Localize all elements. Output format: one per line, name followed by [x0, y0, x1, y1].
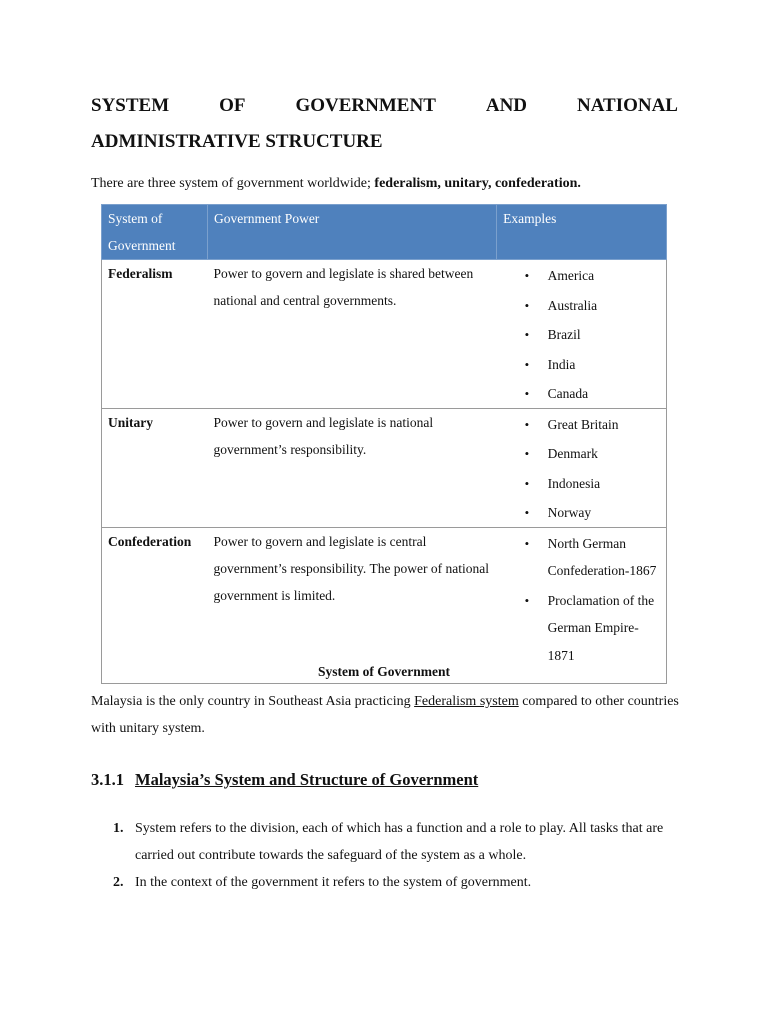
numbered-list: [91, 815, 691, 896]
system-name: Unitary: [102, 408, 208, 527]
section-title: Malaysia’s System and Structure of Government: [135, 770, 479, 789]
title-word: GOVERNMENT: [295, 95, 436, 116]
list-item: • Proclamation of the German Empire-1871: [548, 587, 660, 670]
table-header-row: [102, 205, 667, 260]
list-item: [91, 815, 691, 869]
government-power: Power to govern and legislate is central government’s responsibility. The power of national government is limited.: [207, 527, 496, 683]
federalism-system-underlined: Federalism system: [414, 694, 519, 709]
title-word: SYSTEM: [91, 95, 170, 116]
government-power: Power to govern and legislate is national government’s responsibility.: [207, 408, 496, 527]
document-title: [91, 88, 678, 160]
government-power: Power to govern and legislate is shared between national and central governments.: [207, 260, 496, 409]
list-item: • North German Confederation-1867: [548, 530, 660, 585]
table-row: [102, 527, 667, 683]
list-item: • Canada: [548, 380, 660, 408]
list-item: • India: [548, 351, 660, 379]
system-name: Federalism: [102, 260, 208, 409]
header-system: System of Government: [102, 205, 208, 260]
list-number: 1.: [113, 821, 124, 836]
list-item: • Brazil: [548, 321, 660, 349]
examples-cell: [497, 260, 667, 409]
header-power: Government Power: [207, 205, 496, 260]
list-item: • Denmark: [548, 440, 660, 468]
malaysia-paragraph: [91, 688, 681, 742]
government-systems-table: [101, 204, 667, 684]
paragraph-text: compared to other countries with unitary system.: [91, 694, 679, 736]
examples-cell: [497, 527, 667, 683]
list-text: System refers to the division, each of which has a function and a role to play. All tasks that are carried out contribute towards the safeguard of the system as a whole.: [135, 821, 664, 863]
examples-cell: [497, 408, 667, 527]
examples-list: [503, 411, 660, 527]
title-line-1: [91, 88, 678, 124]
table-row: [102, 408, 667, 527]
list-item: • America: [548, 262, 660, 290]
list-number: 2.: [113, 875, 124, 890]
title-word: NATIONAL: [576, 95, 678, 116]
title-word: OF: [219, 95, 246, 116]
list-item: • Indonesia: [548, 470, 660, 498]
paragraph-text: Malaysia is the only country in Southeast Asia practicing: [91, 694, 415, 709]
list-item: • Great Britain: [548, 411, 660, 439]
list-item: • Australia: [548, 292, 660, 320]
section-heading: [91, 770, 478, 790]
list-item: • Norway: [548, 499, 660, 527]
examples-list: [503, 262, 660, 408]
list-item: [91, 869, 691, 896]
title-word: AND: [485, 95, 528, 116]
intro-sentence: [91, 176, 581, 192]
table-caption: System of Government: [318, 664, 450, 679]
list-text: In the context of the government it refers to the system of government.: [135, 875, 532, 890]
system-name: Confederation: [102, 527, 208, 683]
intro-text: There are three system of government worldwide;: [91, 176, 375, 191]
table-row: [102, 260, 667, 409]
section-number: 3.1.1: [91, 770, 124, 789]
header-examples: Examples: [497, 205, 667, 260]
intro-bold: federalism, unitary, confederation.: [374, 176, 581, 191]
examples-list: [503, 530, 660, 670]
title-line-2: ADMINISTRATIVE STRUCTURE: [91, 131, 383, 152]
